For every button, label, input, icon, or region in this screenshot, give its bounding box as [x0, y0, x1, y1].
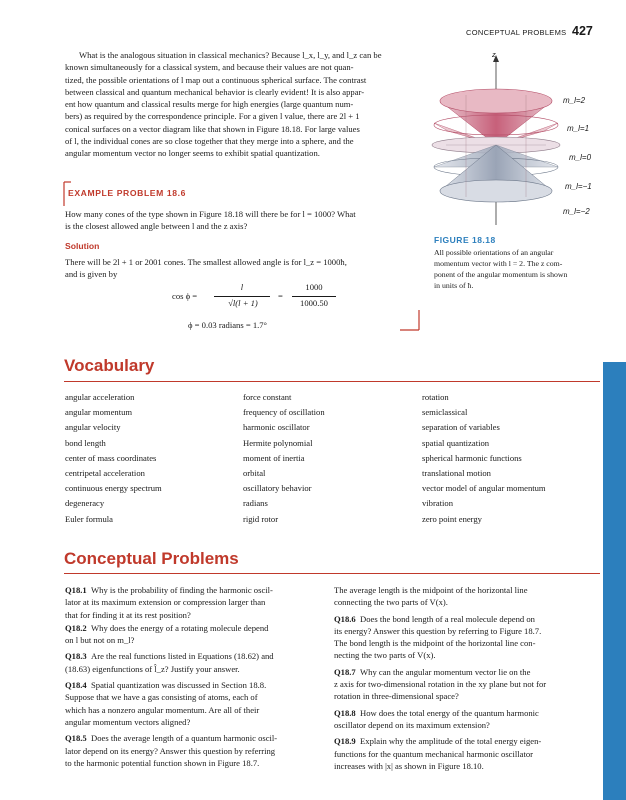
vocabulary-column-1 [65, 390, 235, 527]
intro-line: ent how quantum and classical results merge for high energies (large quantum num- [65, 99, 354, 110]
vocab-term: separation of variables [422, 422, 500, 433]
vocab-term: angular momentum [65, 407, 133, 418]
intro-paragraph [65, 49, 420, 160]
problem-q18-3: Q18.3 Are the real functions listed in Equations (18.62) and (18.63) eigenfunctions of l̂_z? Justify your answer. [65, 651, 274, 674]
eq-numerator-2: 1000 [305, 282, 323, 292]
chapter-side-tab [603, 362, 626, 800]
example-question-line: is the closest allowed angle between l and the z axis? [65, 221, 248, 232]
running-title: CONCEPTUAL PROBLEMS [466, 28, 567, 37]
example-question-line: How many cones of the type shown in Figure 18.18 will there be for l = 1000? What [65, 209, 356, 219]
vocab-term: oscillatory behavior [243, 483, 312, 494]
intro-line: What is the analogous situation in classical mechanics? Because l_x, l_y, and l_z can be [79, 50, 382, 60]
cone-m2-rim [440, 89, 552, 113]
z-axis-label: z [492, 50, 496, 59]
vocab-term: spatial quantization [422, 437, 490, 448]
solution-line: There will be 2l + 1 or 2001 cones. The smallest allowed angle is for l_z = 1000ħ, [65, 257, 347, 267]
cone-m-minus2-rim [440, 180, 552, 202]
vocab-term: semiclassical [422, 407, 468, 418]
vocabulary-rule [64, 381, 600, 382]
example-question [65, 208, 420, 233]
problem-q18-5: Q18.5 Does the average length of a quantum harmonic oscil- lator depend on its energy? Answer this question by referring to the harmonic potential function shown in Figure 18.7. [65, 733, 278, 768]
vocab-term: frequency of oscillation [243, 407, 325, 418]
intro-line: conical surfaces on a vector diagram like that shown in Figure 18.18. For large values [65, 123, 360, 134]
vocab-term: angular velocity [65, 422, 121, 433]
example-title: EXAMPLE PROBLEM 18.6 [68, 188, 187, 198]
figure-caption-line: momentum vector with l = 2. The z com- [434, 259, 563, 268]
vocab-term: continuous energy spectrum [65, 483, 162, 494]
eq-lhs: cos ϕ = [172, 291, 198, 301]
conceptual-problems-heading: Conceptual Problems [64, 549, 239, 568]
vocab-term: Hermite polynomial [243, 437, 313, 448]
vocab-term: angular acceleration [65, 392, 135, 402]
vocab-term: force constant [243, 392, 292, 402]
label-m1: m_l=1 [567, 124, 590, 133]
intro-line: of l, the individual cones are so close together that they merge into a sphere, and the [65, 136, 354, 147]
problem-q18-1: Q18.1 Why is the probability of finding the harmonic oscil- lator at its maximum extension or compression larger than that for finding it at its rest position? [65, 585, 273, 620]
vocab-term: Euler formula [65, 513, 113, 524]
problem-q18-6: Q18.6 Does the bond length of a real molecule depend on its energy? Answer this question by referring to Figure 18.7. The bond length is the midpoint of the horizontal line con- necting the two parts of V(x). [334, 613, 542, 661]
problem-q18-4: Q18.4 Spatial quantization was discussed in Section 18.8. Suppose that we have a gas consisting of atoms, each of which has a nonzero angular momentum. Are all of their angular momentum vectors aligned? [65, 680, 267, 727]
page-number: 427 [572, 24, 593, 38]
vocab-term: bond length [65, 437, 106, 448]
vocab-term: vector model of angular momentum [422, 483, 546, 494]
label-m-minus1: m_l=−1 [565, 182, 592, 191]
vocab-term: degeneracy [65, 498, 105, 509]
problem-right-intro: The average length is the midpoint of the horizontal line connecting the two parts of V(x). [334, 585, 528, 608]
eq-numerator-1: l [240, 282, 244, 292]
label-m0: m_l=0 [569, 153, 592, 162]
figure-caption-line: ponent of the angular momentum is shown [434, 270, 568, 279]
intro-line: bers) as required by the correspondence principle. For a given l value, there are 2l + 1 [65, 111, 360, 122]
solution-text [65, 256, 420, 281]
figure-caption-line: All possible orientations of an angular [434, 248, 554, 257]
problem-q18-2: Q18.2 Why does the energy of a rotating molecule depend on l but not on m_l? [65, 622, 269, 646]
figure-caption-line: in units of ħ. [434, 281, 474, 290]
intro-line: known simultaneously for a classical system, and because their values are not quan- [65, 62, 354, 73]
vocab-term: zero point energy [422, 513, 482, 524]
problem-q18-7: Q18.7 Why can the angular momentum vector lie on the z axis for two-dimensional rotation in the xy plane but not for rotation in three-dimensional space? [334, 666, 547, 702]
eq-denominator-1: √l(l + 1) [228, 298, 258, 308]
eq-fraction-bar-2 [292, 296, 336, 297]
vocabulary-column-3 [422, 390, 602, 527]
vocab-term: moment of inertia [243, 452, 305, 463]
intro-line: angular momentum vector no longer seems to exhibit spatial quantization. [65, 148, 320, 159]
problems-left-column [65, 584, 310, 769]
vocab-term: vibration [422, 498, 454, 509]
vocab-term: centripetal acceleration [65, 468, 145, 479]
label-m-minus2: m_l=−2 [563, 207, 590, 216]
eq-equals: = [278, 291, 283, 301]
vocabulary-column-2 [243, 390, 413, 527]
vocab-term: spherical harmonic functions [422, 452, 522, 463]
vocab-term: center of mass coordinates [65, 452, 157, 463]
conceptual-rule [64, 573, 600, 574]
eq-fraction-bar-1 [214, 296, 270, 297]
example-end-mark [398, 310, 422, 334]
figure-caption [434, 247, 602, 291]
eq-result: ϕ = 0.03 radians = 1.7° [188, 320, 267, 330]
vocab-term: harmonic oscillator [243, 422, 310, 433]
figure-caption-title: FIGURE 18.18 [434, 235, 496, 245]
vocab-term: radians [243, 498, 268, 509]
intro-line: tized, the possible orientations of l map out a continuous spherical surface. The contrast [65, 74, 367, 85]
label-m2: m_l=2 [563, 96, 586, 105]
solution-line: and is given by [65, 269, 118, 280]
intro-line: between classical and quantum mechanical behavior is clearly evident! It is also appar- [65, 86, 365, 97]
angular-momentum-cones-figure [426, 45, 604, 230]
vocab-term: translational motion [422, 468, 491, 479]
vocabulary-heading: Vocabulary [64, 356, 155, 375]
problems-right-column [334, 584, 596, 772]
vocab-term: rotation [422, 392, 449, 402]
eq-denominator-2: 1000.50 [300, 298, 328, 308]
problem-q18-8: Q18.8 How does the total energy of the quantum harmonic oscillator depend on its maximum extension? [334, 707, 539, 730]
solution-heading: Solution [65, 241, 100, 251]
vocab-term: orbital [243, 468, 266, 479]
problem-q18-9: Q18.9 Explain why the amplitude of the total energy eigen- functions for the quantum mechanical harmonic oscillator increases with |x| as shown in Figure 18.10. [334, 736, 542, 771]
vocab-term: rigid rotor [243, 513, 279, 524]
